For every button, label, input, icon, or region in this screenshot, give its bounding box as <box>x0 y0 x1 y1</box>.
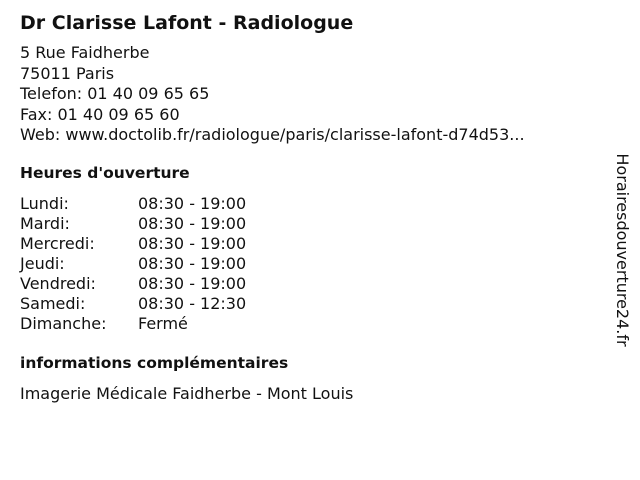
day-label: Jeudi: <box>20 254 65 273</box>
day-label: Mardi: <box>20 214 70 233</box>
time-value: 08:30 - 12:30 <box>138 294 247 313</box>
time-value: 08:30 - 19:00 <box>138 214 247 233</box>
opening-hours-heading: Heures d'ouverture <box>20 164 190 182</box>
address-city: 75011 Paris <box>20 63 115 83</box>
website-link[interactable]: Web: www.doctolib.fr/radiologue/paris/clarisse-lafont-d74d53... <box>20 125 525 144</box>
day-label: Lundi: <box>20 194 69 213</box>
day-label: Mercredi: <box>20 234 95 253</box>
hours-row-wednesday <box>20 234 246 254</box>
phone-number[interactable]: Telefon: 01 40 09 65 65 <box>20 84 210 103</box>
site-brand-vertical: Horairesdouverture24.fr <box>613 153 632 347</box>
address-block <box>20 43 525 146</box>
hours-row-friday <box>20 274 246 294</box>
time-value: 08:30 - 19:00 <box>138 274 247 293</box>
hours-row-monday <box>20 194 246 214</box>
time-value: 08:30 - 19:00 <box>138 254 247 273</box>
address-street: 5 Rue Faidherbe <box>20 43 150 62</box>
additional-info-heading: informations complémentaires <box>20 354 289 372</box>
fax-number: Fax: 01 40 09 65 60 <box>20 104 180 124</box>
day-label: Samedi: <box>20 294 86 313</box>
day-label: Dimanche: <box>20 314 107 333</box>
day-label: Vendredi: <box>20 274 96 293</box>
hours-row-sunday <box>20 314 246 334</box>
opening-hours-table <box>20 194 246 334</box>
time-value: 08:30 - 19:00 <box>138 234 247 253</box>
listing-title: Dr Clarisse Lafont - Radiologue <box>20 12 354 34</box>
hours-row-tuesday <box>20 214 246 234</box>
time-value: Fermé <box>138 314 188 333</box>
hours-row-thursday <box>20 254 246 274</box>
time-value: 08:30 - 19:00 <box>138 194 247 213</box>
hours-row-saturday <box>20 294 246 314</box>
additional-info-text: Imagerie Médicale Faidherbe - Mont Louis <box>20 384 354 403</box>
